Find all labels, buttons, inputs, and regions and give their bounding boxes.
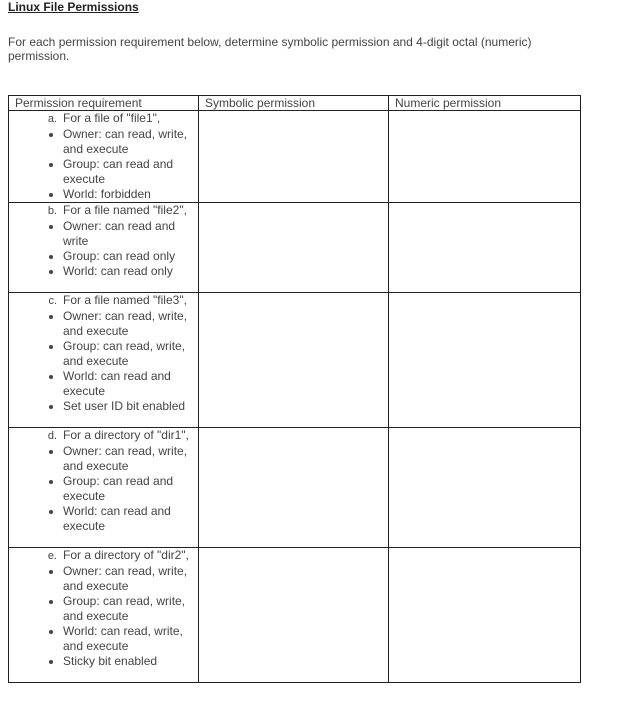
list-item: Owner: can read, write, and execute: [15, 564, 198, 594]
bullet-icon: [15, 399, 63, 414]
bullet-icon: [15, 249, 63, 264]
table-row: [9, 548, 581, 683]
bullet-icon: [15, 654, 63, 669]
page-title: Linux File Permissions: [8, 0, 139, 14]
table-row: [9, 428, 581, 548]
list-item: Owner: can read, write, and execute: [15, 309, 198, 339]
bullet-icon: [15, 474, 63, 489]
bullet-icon: [15, 219, 63, 234]
bullet-icon: [15, 127, 63, 142]
numeric-permission-cell[interactable]: [389, 548, 581, 683]
bullet-icon: [15, 187, 63, 202]
header-numeric-permission: Numeric permission: [389, 96, 581, 111]
item-letter: d.: [47, 430, 57, 442]
bullet-icon: [15, 624, 63, 639]
requirement-heading: For a file of "file1",: [63, 111, 161, 125]
table-row: [9, 203, 581, 293]
list-item: Sticky bit enabled: [15, 654, 198, 669]
item-letter: b.: [47, 205, 57, 217]
numeric-permission-cell[interactable]: [389, 428, 581, 548]
list-item: World: can read and execute: [15, 504, 198, 534]
numeric-permission-cell[interactable]: [389, 111, 581, 203]
list-item: Owner: can read, write, and execute: [15, 444, 198, 474]
requirement-list: [15, 309, 198, 414]
header-permission-requirement: Permission requirement: [9, 96, 199, 111]
bullet-icon: [15, 264, 63, 279]
list-item: Owner: can read and write: [15, 219, 198, 249]
requirement-heading: For a file named "file3",: [63, 293, 187, 307]
item-letter: c.: [48, 295, 57, 307]
item-letter: e.: [47, 550, 57, 562]
requirement-cell: [9, 428, 199, 548]
requirement-cell: [9, 293, 199, 428]
instructions-text: For each permission requirement below, determine symbolic permission and 4-digit octal (numeric) permission.: [8, 35, 532, 63]
list-item: Group: can read, write, and execute: [15, 594, 198, 624]
list-item: World: can read and execute: [15, 369, 198, 399]
requirement-list: [15, 219, 198, 279]
table-row: [9, 293, 581, 428]
table-row: [9, 111, 581, 203]
requirement-heading: For a file named "file2",: [63, 203, 187, 217]
bullet-icon: [15, 594, 63, 609]
requirement-list: [15, 444, 198, 534]
list-item: Group: can read and execute: [15, 474, 198, 504]
table-header-row: [9, 96, 581, 111]
list-item: Group: can read and execute: [15, 157, 198, 187]
item-letter: a.: [47, 113, 57, 125]
list-item: World: forbidden: [15, 187, 198, 202]
bullet-icon: [15, 309, 63, 324]
list-item: Set user ID bit enabled: [15, 399, 198, 414]
requirement-heading: For a directory of "dir2",: [63, 548, 189, 562]
requirement-cell: [9, 111, 199, 203]
numeric-permission-cell[interactable]: [389, 203, 581, 293]
list-item: Group: can read only: [15, 249, 198, 264]
bullet-icon: [15, 444, 63, 459]
list-item: Owner: can read, write, and execute: [15, 127, 198, 157]
header-symbolic-permission: Symbolic permission: [199, 96, 389, 111]
bullet-icon: [15, 504, 63, 519]
symbolic-permission-cell[interactable]: [199, 428, 389, 548]
symbolic-permission-cell[interactable]: [199, 111, 389, 203]
list-item: World: can read only: [15, 264, 198, 279]
permissions-table: [8, 95, 581, 683]
requirement-heading: For a directory of "dir1",: [63, 428, 189, 442]
requirement-list: [15, 564, 198, 669]
bullet-icon: [15, 369, 63, 384]
bullet-icon: [15, 339, 63, 354]
bullet-icon: [15, 564, 63, 579]
numeric-permission-cell[interactable]: [389, 293, 581, 428]
list-item: World: can read, write, and execute: [15, 624, 198, 654]
bullet-icon: [15, 157, 63, 172]
symbolic-permission-cell[interactable]: [199, 203, 389, 293]
symbolic-permission-cell[interactable]: [199, 548, 389, 683]
list-item: Group: can read, write, and execute: [15, 339, 198, 369]
symbolic-permission-cell[interactable]: [199, 293, 389, 428]
requirement-cell: [9, 548, 199, 683]
requirement-list: [15, 127, 198, 202]
requirement-cell: [9, 203, 199, 293]
